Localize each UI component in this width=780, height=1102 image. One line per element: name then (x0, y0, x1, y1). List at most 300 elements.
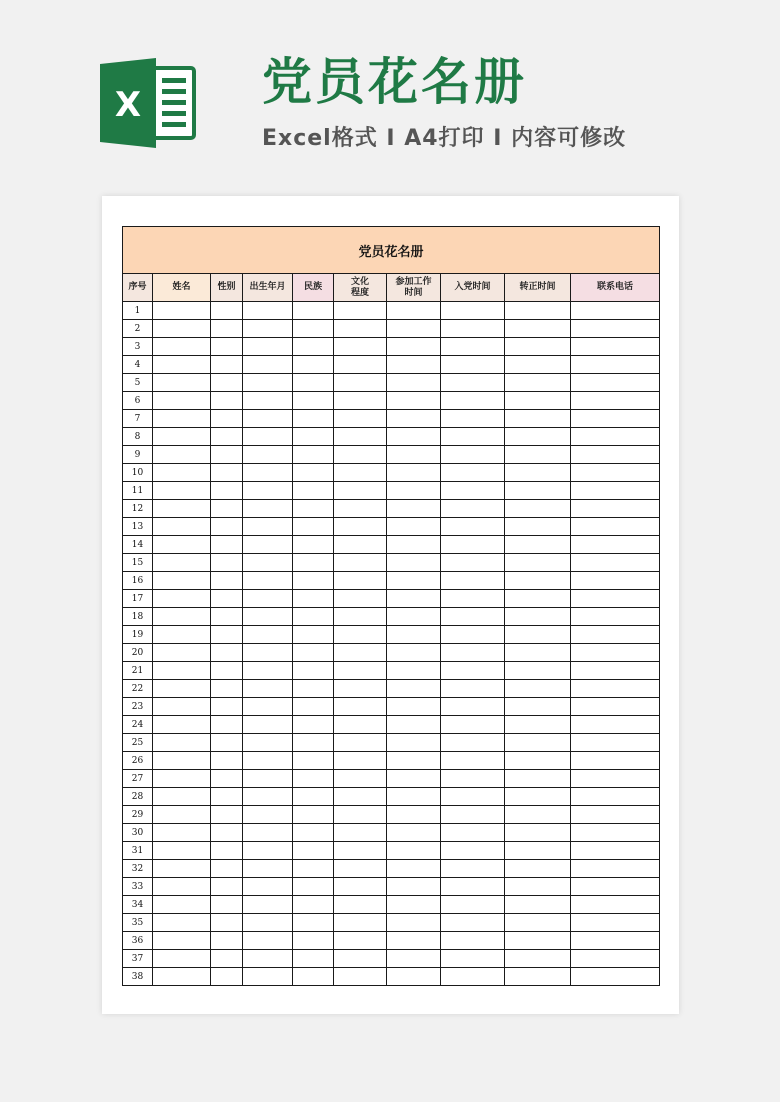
table-cell[interactable] (334, 770, 387, 788)
table-cell[interactable] (571, 536, 660, 554)
table-cell[interactable] (505, 572, 571, 590)
table-cell[interactable] (505, 896, 571, 914)
table-cell[interactable] (505, 806, 571, 824)
table-cell[interactable] (153, 680, 211, 698)
table-cell[interactable] (334, 590, 387, 608)
table-cell[interactable] (505, 410, 571, 428)
table-cell[interactable] (571, 662, 660, 680)
table-cell[interactable] (211, 356, 243, 374)
table-cell[interactable] (211, 860, 243, 878)
table-cell[interactable] (211, 878, 243, 896)
table-cell[interactable] (334, 806, 387, 824)
table-cell[interactable] (571, 914, 660, 932)
table-cell[interactable] (153, 842, 211, 860)
table-cell[interactable] (387, 500, 441, 518)
table-cell[interactable] (441, 914, 505, 932)
table-cell[interactable] (293, 392, 334, 410)
table-cell[interactable] (293, 878, 334, 896)
table-cell[interactable] (571, 788, 660, 806)
table-cell[interactable] (441, 860, 505, 878)
table-cell[interactable] (387, 770, 441, 788)
table-cell[interactable] (441, 590, 505, 608)
table-cell[interactable] (441, 554, 505, 572)
table-cell[interactable] (505, 842, 571, 860)
table-cell[interactable] (387, 662, 441, 680)
table-cell[interactable] (334, 572, 387, 590)
table-cell[interactable] (211, 698, 243, 716)
table-cell[interactable] (153, 554, 211, 572)
table-cell[interactable] (571, 680, 660, 698)
table-cell[interactable] (293, 644, 334, 662)
table-cell[interactable] (571, 752, 660, 770)
table-cell[interactable] (571, 842, 660, 860)
table-cell[interactable] (334, 356, 387, 374)
table-cell[interactable] (243, 860, 293, 878)
table-cell[interactable] (153, 896, 211, 914)
table-cell[interactable] (293, 446, 334, 464)
table-cell[interactable] (505, 356, 571, 374)
table-cell[interactable] (571, 338, 660, 356)
table-cell[interactable] (334, 608, 387, 626)
table-cell[interactable] (211, 392, 243, 410)
table-cell[interactable] (505, 950, 571, 968)
table-cell[interactable] (243, 392, 293, 410)
table-cell[interactable] (387, 428, 441, 446)
table-cell[interactable] (441, 662, 505, 680)
table-cell[interactable] (334, 500, 387, 518)
table-cell[interactable] (211, 446, 243, 464)
table-cell[interactable] (441, 464, 505, 482)
table-cell[interactable] (441, 572, 505, 590)
table-cell[interactable] (243, 950, 293, 968)
table-cell[interactable] (153, 590, 211, 608)
table-cell[interactable] (243, 464, 293, 482)
table-cell[interactable] (211, 968, 243, 986)
table-cell[interactable] (293, 950, 334, 968)
table-cell[interactable] (293, 914, 334, 932)
table-cell[interactable] (153, 806, 211, 824)
table-cell[interactable] (211, 716, 243, 734)
table-cell[interactable] (334, 374, 387, 392)
table-cell[interactable] (211, 428, 243, 446)
table-cell[interactable] (243, 590, 293, 608)
table-cell[interactable] (293, 770, 334, 788)
table-cell[interactable] (334, 428, 387, 446)
table-cell[interactable] (571, 302, 660, 320)
table-cell[interactable] (293, 554, 334, 572)
table-cell[interactable] (571, 428, 660, 446)
table-cell[interactable] (243, 788, 293, 806)
table-cell[interactable] (153, 644, 211, 662)
table-cell[interactable] (243, 932, 293, 950)
table-cell[interactable] (571, 860, 660, 878)
table-cell[interactable] (243, 914, 293, 932)
table-cell[interactable] (153, 572, 211, 590)
table-cell[interactable] (211, 374, 243, 392)
table-cell[interactable] (441, 356, 505, 374)
table-cell[interactable] (334, 716, 387, 734)
table-cell[interactable] (441, 932, 505, 950)
table-cell[interactable] (505, 302, 571, 320)
table-cell[interactable] (334, 392, 387, 410)
table-cell[interactable] (571, 572, 660, 590)
table-cell[interactable] (334, 410, 387, 428)
table-cell[interactable] (505, 770, 571, 788)
table-cell[interactable] (153, 374, 211, 392)
table-cell[interactable] (293, 842, 334, 860)
table-cell[interactable] (211, 554, 243, 572)
table-cell[interactable] (153, 392, 211, 410)
table-cell[interactable] (571, 806, 660, 824)
table-cell[interactable] (153, 302, 211, 320)
table-cell[interactable] (334, 968, 387, 986)
table-cell[interactable] (387, 806, 441, 824)
table-cell[interactable] (441, 968, 505, 986)
table-cell[interactable] (505, 644, 571, 662)
table-cell[interactable] (293, 824, 334, 842)
table-cell[interactable] (153, 878, 211, 896)
table-cell[interactable] (153, 428, 211, 446)
table-cell[interactable] (571, 734, 660, 752)
table-cell[interactable] (293, 356, 334, 374)
table-cell[interactable] (334, 860, 387, 878)
table-cell[interactable] (505, 320, 571, 338)
table-cell[interactable] (571, 446, 660, 464)
table-cell[interactable] (505, 392, 571, 410)
table-cell[interactable] (387, 356, 441, 374)
table-cell[interactable] (153, 482, 211, 500)
table-cell[interactable] (505, 698, 571, 716)
table-cell[interactable] (211, 842, 243, 860)
table-cell[interactable] (153, 698, 211, 716)
table-cell[interactable] (153, 356, 211, 374)
table-cell[interactable] (505, 536, 571, 554)
table-cell[interactable] (571, 356, 660, 374)
table-cell[interactable] (571, 968, 660, 986)
table-cell[interactable] (211, 914, 243, 932)
table-cell[interactable] (334, 482, 387, 500)
table-cell[interactable] (211, 302, 243, 320)
table-cell[interactable] (441, 608, 505, 626)
table-cell[interactable] (387, 680, 441, 698)
table-cell[interactable] (293, 410, 334, 428)
table-cell[interactable] (334, 896, 387, 914)
table-cell[interactable] (243, 698, 293, 716)
table-cell[interactable] (243, 428, 293, 446)
table-cell[interactable] (153, 860, 211, 878)
table-cell[interactable] (334, 698, 387, 716)
table-cell[interactable] (293, 968, 334, 986)
table-cell[interactable] (211, 806, 243, 824)
table-cell[interactable] (387, 752, 441, 770)
table-cell[interactable] (293, 662, 334, 680)
table-cell[interactable] (441, 788, 505, 806)
table-cell[interactable] (153, 320, 211, 338)
table-cell[interactable] (293, 932, 334, 950)
table-cell[interactable] (243, 500, 293, 518)
table-cell[interactable] (505, 590, 571, 608)
table-cell[interactable] (387, 572, 441, 590)
table-cell[interactable] (334, 932, 387, 950)
table-cell[interactable] (441, 536, 505, 554)
table-cell[interactable] (441, 896, 505, 914)
table-cell[interactable] (211, 662, 243, 680)
table-cell[interactable] (211, 644, 243, 662)
table-cell[interactable] (441, 446, 505, 464)
table-cell[interactable] (211, 608, 243, 626)
table-cell[interactable] (441, 878, 505, 896)
table-cell[interactable] (571, 644, 660, 662)
table-cell[interactable] (505, 860, 571, 878)
table-cell[interactable] (293, 572, 334, 590)
table-cell[interactable] (293, 788, 334, 806)
table-cell[interactable] (387, 464, 441, 482)
table-cell[interactable] (243, 968, 293, 986)
table-cell[interactable] (293, 608, 334, 626)
table-cell[interactable] (211, 950, 243, 968)
table-cell[interactable] (293, 428, 334, 446)
table-cell[interactable] (387, 788, 441, 806)
table-cell[interactable] (387, 446, 441, 464)
table-cell[interactable] (571, 608, 660, 626)
table-cell[interactable] (211, 410, 243, 428)
table-cell[interactable] (243, 572, 293, 590)
table-cell[interactable] (243, 302, 293, 320)
table-cell[interactable] (153, 968, 211, 986)
table-cell[interactable] (293, 734, 334, 752)
table-cell[interactable] (211, 824, 243, 842)
table-cell[interactable] (441, 806, 505, 824)
table-cell[interactable] (387, 968, 441, 986)
table-cell[interactable] (441, 842, 505, 860)
table-cell[interactable] (387, 392, 441, 410)
table-cell[interactable] (211, 788, 243, 806)
table-cell[interactable] (153, 662, 211, 680)
table-cell[interactable] (293, 482, 334, 500)
table-cell[interactable] (243, 806, 293, 824)
table-cell[interactable] (153, 446, 211, 464)
table-cell[interactable] (334, 302, 387, 320)
table-cell[interactable] (243, 518, 293, 536)
table-cell[interactable] (505, 878, 571, 896)
table-cell[interactable] (334, 842, 387, 860)
table-cell[interactable] (441, 320, 505, 338)
table-cell[interactable] (441, 734, 505, 752)
table-cell[interactable] (571, 410, 660, 428)
table-cell[interactable] (441, 392, 505, 410)
table-cell[interactable] (441, 752, 505, 770)
table-cell[interactable] (505, 464, 571, 482)
table-cell[interactable] (505, 716, 571, 734)
table-cell[interactable] (293, 680, 334, 698)
table-cell[interactable] (211, 338, 243, 356)
table-cell[interactable] (211, 590, 243, 608)
table-cell[interactable] (293, 338, 334, 356)
table-cell[interactable] (153, 626, 211, 644)
table-cell[interactable] (387, 410, 441, 428)
table-cell[interactable] (243, 752, 293, 770)
table-cell[interactable] (153, 500, 211, 518)
table-cell[interactable] (243, 878, 293, 896)
table-cell[interactable] (441, 770, 505, 788)
table-cell[interactable] (387, 626, 441, 644)
table-cell[interactable] (293, 896, 334, 914)
table-cell[interactable] (505, 428, 571, 446)
table-cell[interactable] (153, 914, 211, 932)
table-cell[interactable] (505, 932, 571, 950)
table-cell[interactable] (387, 932, 441, 950)
table-cell[interactable] (243, 482, 293, 500)
table-cell[interactable] (387, 482, 441, 500)
table-cell[interactable] (505, 968, 571, 986)
table-cell[interactable] (387, 374, 441, 392)
table-cell[interactable] (153, 734, 211, 752)
table-cell[interactable] (387, 608, 441, 626)
table-cell[interactable] (441, 374, 505, 392)
table-cell[interactable] (505, 788, 571, 806)
table-cell[interactable] (387, 644, 441, 662)
table-cell[interactable] (243, 716, 293, 734)
table-cell[interactable] (571, 896, 660, 914)
table-cell[interactable] (505, 518, 571, 536)
table-cell[interactable] (441, 950, 505, 968)
table-cell[interactable] (387, 554, 441, 572)
table-cell[interactable] (293, 626, 334, 644)
table-cell[interactable] (441, 644, 505, 662)
table-cell[interactable] (571, 770, 660, 788)
table-cell[interactable] (571, 500, 660, 518)
table-cell[interactable] (505, 338, 571, 356)
table-cell[interactable] (153, 950, 211, 968)
table-cell[interactable] (387, 302, 441, 320)
table-cell[interactable] (334, 554, 387, 572)
table-cell[interactable] (441, 410, 505, 428)
table-cell[interactable] (505, 374, 571, 392)
table-cell[interactable] (293, 536, 334, 554)
table-cell[interactable] (334, 464, 387, 482)
table-cell[interactable] (243, 608, 293, 626)
table-cell[interactable] (571, 320, 660, 338)
table-cell[interactable] (441, 824, 505, 842)
table-cell[interactable] (243, 824, 293, 842)
table-cell[interactable] (243, 338, 293, 356)
table-cell[interactable] (334, 734, 387, 752)
table-cell[interactable] (387, 536, 441, 554)
table-cell[interactable] (211, 770, 243, 788)
table-cell[interactable] (505, 500, 571, 518)
table-cell[interactable] (334, 950, 387, 968)
table-cell[interactable] (211, 464, 243, 482)
table-cell[interactable] (243, 356, 293, 374)
table-cell[interactable] (153, 770, 211, 788)
table-cell[interactable] (243, 410, 293, 428)
table-cell[interactable] (211, 626, 243, 644)
table-cell[interactable] (571, 554, 660, 572)
table-cell[interactable] (505, 482, 571, 500)
table-cell[interactable] (334, 518, 387, 536)
table-cell[interactable] (293, 698, 334, 716)
table-cell[interactable] (387, 734, 441, 752)
table-cell[interactable] (571, 590, 660, 608)
table-cell[interactable] (293, 806, 334, 824)
table-cell[interactable] (387, 914, 441, 932)
table-cell[interactable] (243, 536, 293, 554)
table-cell[interactable] (571, 698, 660, 716)
table-cell[interactable] (293, 518, 334, 536)
table-cell[interactable] (243, 446, 293, 464)
table-cell[interactable] (571, 716, 660, 734)
table-cell[interactable] (153, 338, 211, 356)
table-cell[interactable] (153, 788, 211, 806)
table-cell[interactable] (387, 950, 441, 968)
table-cell[interactable] (505, 680, 571, 698)
table-cell[interactable] (441, 716, 505, 734)
table-cell[interactable] (211, 752, 243, 770)
table-cell[interactable] (505, 824, 571, 842)
table-cell[interactable] (334, 914, 387, 932)
table-cell[interactable] (211, 536, 243, 554)
table-cell[interactable] (571, 824, 660, 842)
table-cell[interactable] (571, 626, 660, 644)
table-cell[interactable] (243, 842, 293, 860)
table-cell[interactable] (334, 878, 387, 896)
table-cell[interactable] (387, 878, 441, 896)
table-cell[interactable] (211, 932, 243, 950)
table-cell[interactable] (505, 626, 571, 644)
table-cell[interactable] (334, 824, 387, 842)
table-cell[interactable] (243, 626, 293, 644)
table-cell[interactable] (387, 824, 441, 842)
table-cell[interactable] (153, 608, 211, 626)
table-cell[interactable] (334, 752, 387, 770)
table-cell[interactable] (293, 500, 334, 518)
table-cell[interactable] (211, 896, 243, 914)
table-cell[interactable] (243, 734, 293, 752)
table-cell[interactable] (571, 932, 660, 950)
table-cell[interactable] (334, 338, 387, 356)
table-cell[interactable] (153, 518, 211, 536)
table-cell[interactable] (334, 320, 387, 338)
table-cell[interactable] (441, 428, 505, 446)
table-cell[interactable] (243, 770, 293, 788)
table-cell[interactable] (571, 374, 660, 392)
table-cell[interactable] (441, 338, 505, 356)
table-cell[interactable] (211, 500, 243, 518)
table-cell[interactable] (387, 716, 441, 734)
table-cell[interactable] (505, 914, 571, 932)
table-cell[interactable] (441, 482, 505, 500)
table-cell[interactable] (505, 752, 571, 770)
table-cell[interactable] (153, 716, 211, 734)
table-cell[interactable] (243, 896, 293, 914)
table-cell[interactable] (571, 950, 660, 968)
table-cell[interactable] (293, 320, 334, 338)
table-cell[interactable] (441, 500, 505, 518)
table-cell[interactable] (153, 536, 211, 554)
table-cell[interactable] (387, 698, 441, 716)
table-cell[interactable] (441, 626, 505, 644)
table-cell[interactable] (293, 590, 334, 608)
table-cell[interactable] (243, 320, 293, 338)
table-cell[interactable] (153, 932, 211, 950)
table-cell[interactable] (243, 662, 293, 680)
table-cell[interactable] (571, 464, 660, 482)
table-cell[interactable] (387, 518, 441, 536)
table-cell[interactable] (387, 320, 441, 338)
table-cell[interactable] (571, 482, 660, 500)
table-cell[interactable] (441, 302, 505, 320)
table-cell[interactable] (211, 734, 243, 752)
